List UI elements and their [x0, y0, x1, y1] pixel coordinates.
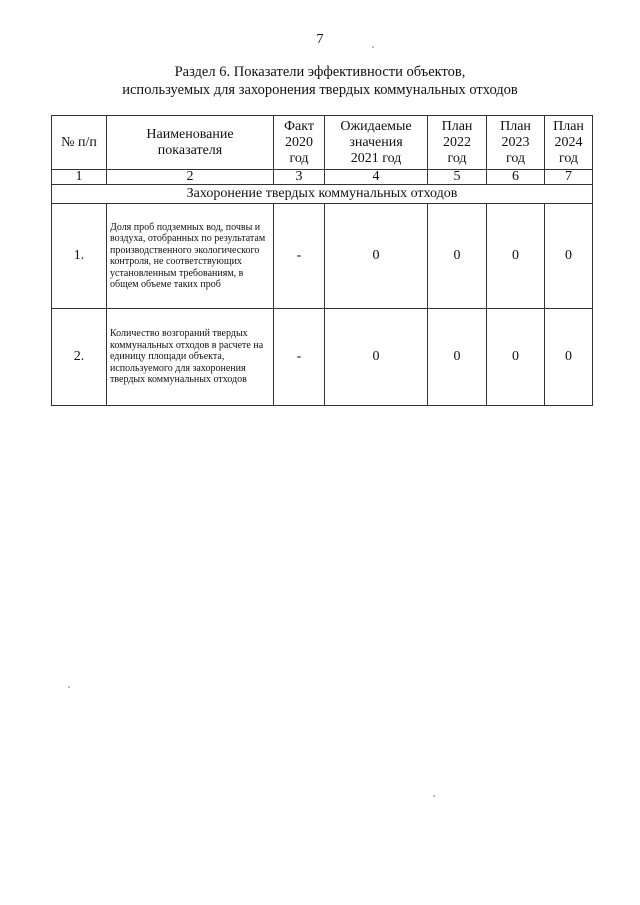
- scan-speck: [372, 46, 374, 48]
- value-plan-2022: 0: [428, 204, 487, 309]
- value-plan-2023: 0: [487, 204, 545, 309]
- column-number: 2: [107, 170, 274, 185]
- section-heading: Захоронение твердых коммунальных отходов: [52, 185, 593, 204]
- scan-speck: [68, 686, 70, 688]
- indicator-name: Доля проб подземных вод, почвы и воздуха, отобранных по результатам производственного экологического контроля, не соответствующих установленным требованиям, в общем объеме таких проб: [107, 204, 274, 309]
- indicators-table: [51, 115, 593, 406]
- title-line-2: используемых для захоронения твердых коммунальных отходов: [122, 82, 518, 98]
- table-row: [52, 204, 593, 309]
- column-number: 5: [428, 170, 487, 185]
- section-title: [0, 63, 640, 99]
- indicator-name: Количество возгораний твердых коммунальных отходов в расчете на единицу площади объекта, используемого для захоронения твердых коммунальных отходов: [107, 309, 274, 406]
- header-num: № п/п: [52, 116, 107, 170]
- row-number: 1.: [52, 204, 107, 309]
- table-row: [52, 309, 593, 406]
- scan-speck: [433, 795, 435, 797]
- value-plan-2023: 0: [487, 309, 545, 406]
- header-expected-2021: Ожидаемые значения 2021 год: [325, 116, 428, 170]
- value-plan-2024: 0: [545, 204, 593, 309]
- value-expected-2021: 0: [325, 309, 428, 406]
- title-line-1: Раздел 6. Показатели эффективности объектов,: [174, 64, 466, 80]
- column-number: 4: [325, 170, 428, 185]
- section-row: [52, 185, 593, 204]
- column-number: 7: [545, 170, 593, 185]
- table-header-row: [52, 116, 593, 170]
- header-plan-2022: План 2022 год: [428, 116, 487, 170]
- value-fact-2020: -: [274, 204, 325, 309]
- header-name: Наименование показателя: [107, 116, 274, 170]
- value-expected-2021: 0: [325, 204, 428, 309]
- page-number: 7: [316, 32, 324, 47]
- header-plan-2023: План 2023 год: [487, 116, 545, 170]
- column-number: 3: [274, 170, 325, 185]
- column-number: 6: [487, 170, 545, 185]
- value-plan-2024: 0: [545, 309, 593, 406]
- value-plan-2022: 0: [428, 309, 487, 406]
- column-number: 1: [52, 170, 107, 185]
- row-number: 2.: [52, 309, 107, 406]
- value-fact-2020: -: [274, 309, 325, 406]
- header-plan-2024: План 2024 год: [545, 116, 593, 170]
- column-numbers-row: [52, 170, 593, 185]
- header-fact-2020: Факт 2020 год: [274, 116, 325, 170]
